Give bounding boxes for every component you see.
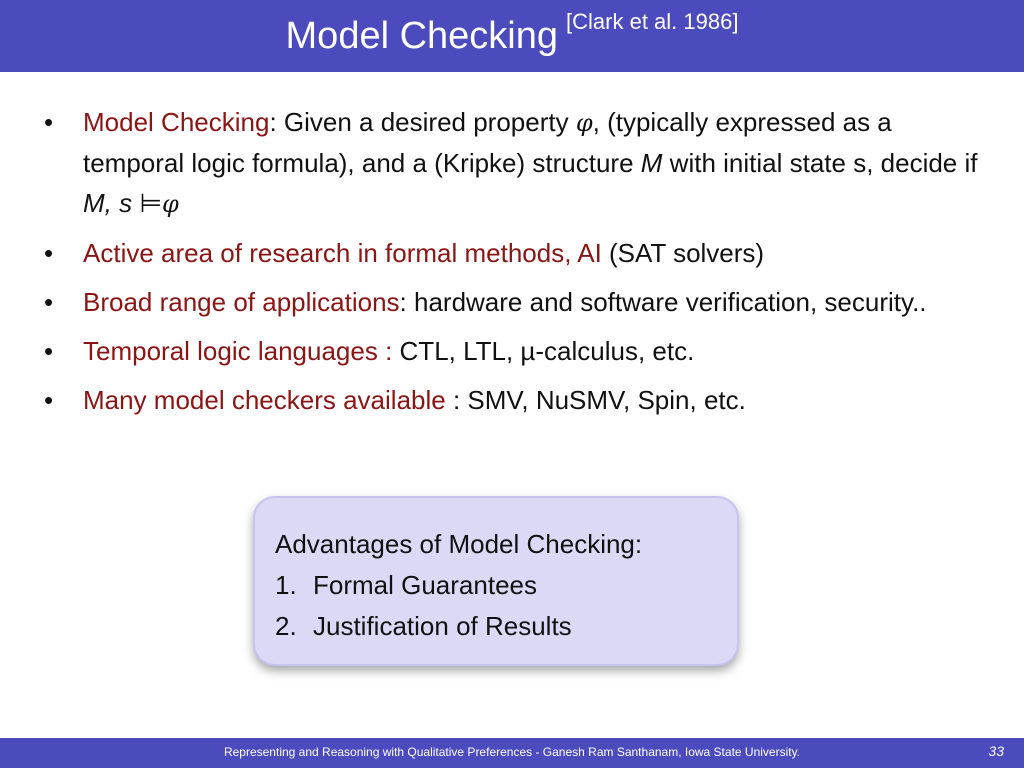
bullet-item [40,282,1000,322]
bullet-dot-icon: • [44,238,54,268]
callout-heading: Advantages of Model Checking: [275,529,643,559]
bullet-text: : hardware and software verification, security.. [399,287,927,317]
bullet-highlight: Model Checking [83,107,270,137]
bullet-highlight: Active area of research in formal methods, AI [83,238,602,268]
slide-title: Model Checking [285,15,559,57]
bullet-text: : Given a desired property [269,107,576,137]
callout-list-item [275,606,717,647]
bullet-item [40,102,1000,224]
callout-item-text: Formal Guarantees [313,570,537,600]
callout-item-text: Justification of Results [313,611,572,641]
bullet-text: CTL, LTL, µ-calculus, etc. [399,336,695,366]
phi-symbol: φ [161,190,179,218]
bullet-dot-icon: • [44,287,54,317]
bullet-item [40,380,1000,420]
title-bar [0,0,1024,72]
bullet-item [40,331,1000,371]
bullet-dot-icon: • [44,107,54,137]
bullet-text: (SAT solvers) [601,238,765,268]
callout-list-item [275,565,717,606]
bullet-highlight: Broad range of applications [83,287,400,317]
bullet-list [40,102,1000,429]
variable-m-s: M, s [83,188,133,218]
variable-m: M [640,148,663,178]
callout-item-number: 2. [275,611,297,641]
slide-number: 33 [988,743,1004,759]
bullet-text: : SMV, NuSMV, Spin, etc. [452,385,746,415]
bullet-text: , (typically expressed as a temporal logic formula), and a (Kripke) structure [83,107,892,178]
footer-text: Representing and Reasoning with Qualitative Preferences - Ganesh Ram Santhanam, Iowa State University. [223,745,801,759]
bullet-item [40,233,1000,273]
footer-bar [0,738,1024,768]
bullet-dot-icon: • [44,385,54,415]
models-symbol: ⊨ [132,188,162,218]
bullet-highlight: Many model checkers available [83,385,453,415]
callout-item-number: 1. [275,570,297,600]
phi-symbol: φ [575,109,593,137]
bullet-highlight: Temporal logic languages : [83,336,400,366]
bullet-dot-icon: • [44,336,54,366]
bullet-text: with initial state s, decide if [662,148,978,178]
title-citation: [Clark et al. 1986] [566,9,739,34]
advantages-callout [253,496,739,666]
